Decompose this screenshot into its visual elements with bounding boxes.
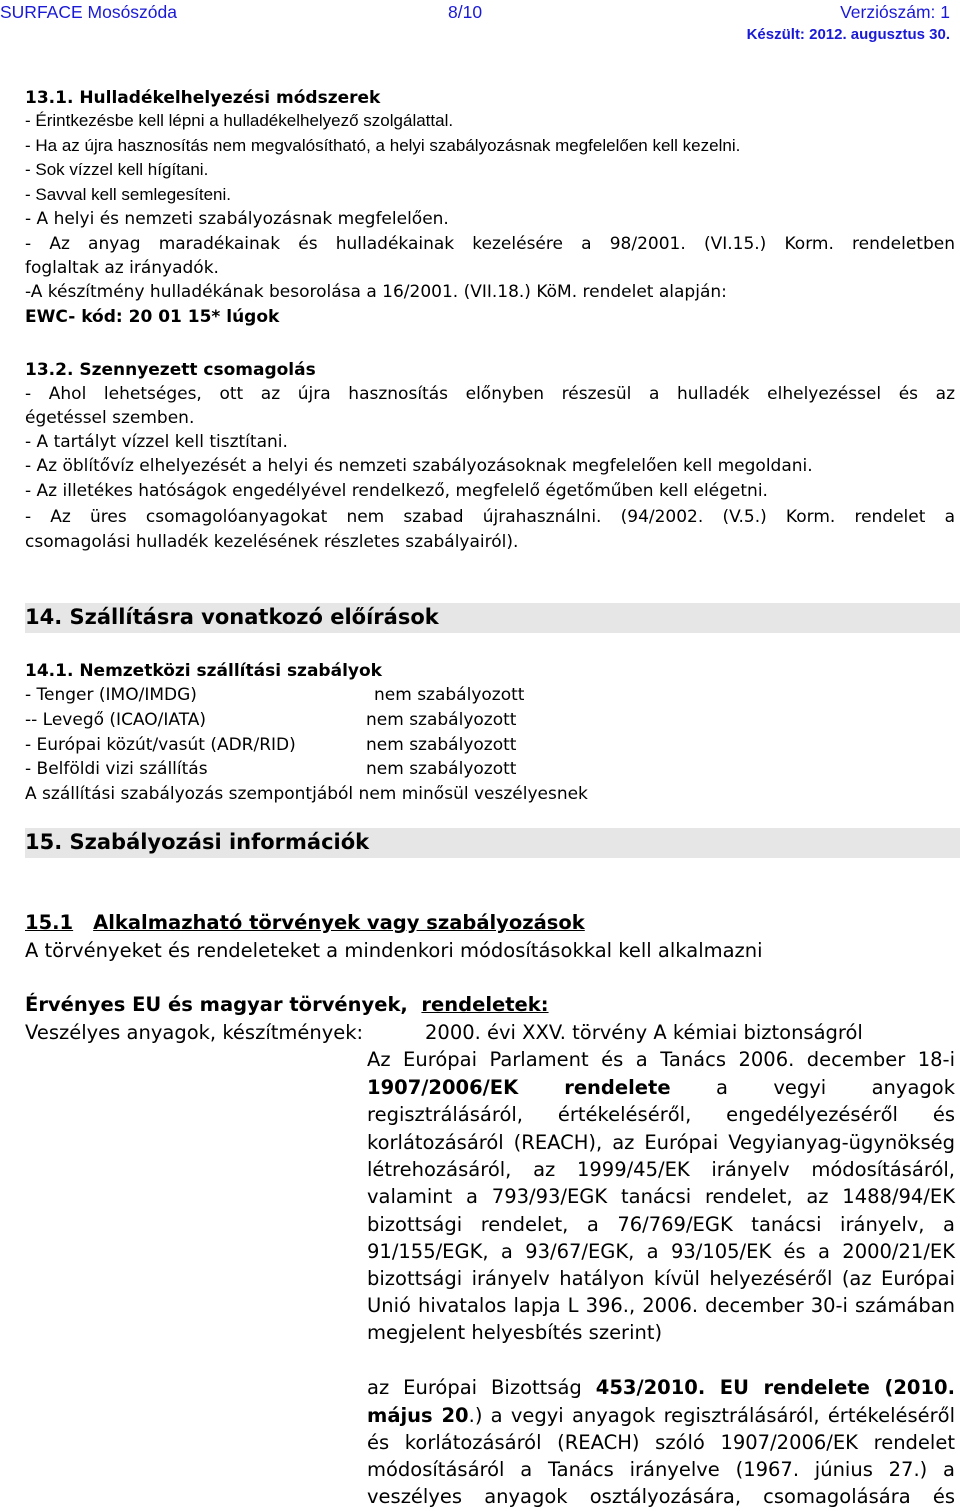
reach-regulation-bold: 1907/2006/EK rendelete — [367, 1076, 671, 1099]
s13-1-line-6b: foglaltak az irányadók. — [25, 258, 219, 278]
s13-2-line-1a: - Ahol lehetséges, ott az újra hasznosítás előnyben részesül a hulladék elhelyezéssel és az — [25, 384, 955, 404]
reach-regulation-after: a vegyi anyagok — [715, 1076, 956, 1099]
reach-line: korlátozásáról (REACH), az Európai Vegyianyag-ügynökség — [367, 1131, 955, 1154]
transport-row-label: -- Levegő (ICAO/IATA) — [25, 710, 207, 730]
created-date: Készült: 2012. augusztus 30. — [746, 26, 950, 43]
commission-line-1 — [367, 1375, 955, 1401]
eu-laws-title-part2: rendeletek: — [421, 993, 549, 1016]
ewc-code: EWC- kód: 20 01 15* lúgok — [25, 307, 280, 327]
commission-after: .) a vegyi anyagok regisztrálásáról, értékeléséről — [468, 1404, 956, 1427]
transport-row-value: nem szabályozott — [374, 685, 525, 705]
section-15-1-title — [25, 910, 585, 936]
s13-1-line-7: -A készítmény hulladékának besorolása a 16/2001. (VII.18.) KöM. rendelet alapján: — [25, 282, 727, 302]
reach-line-last: megjelent helyesbítés szerint) — [367, 1321, 663, 1344]
commission-regulation-bold: 453/2010. EU rendelete (2010. — [595, 1376, 956, 1399]
section-14-title: 14. Szállításra vonatkozó előírások — [25, 605, 439, 629]
s13-1-line-5: - A helyi és nemzeti szabályozásnak megfelelően. — [25, 209, 449, 229]
transport-row-label: - Tenger (IMO/IMDG) — [25, 685, 197, 705]
s13-2-line-5a: - Az üres csomagolóanyagokat nem szabad újrahasználni. (94/2002. (V.5.) Korm. rendelet a — [25, 507, 955, 527]
commission-line-2 — [367, 1403, 955, 1429]
s13-1-line-3: - Sok vízzel kell hígítani. — [25, 160, 209, 179]
reach-line: Unió hivatalos lapja L 396., 2006. december 30-i számában — [367, 1294, 955, 1317]
s13-1-line-2: - Ha az újra hasznosítás nem megvalósítható, a helyi szabályozásnak megfelelően kell kezelni. — [25, 136, 741, 155]
reach-line-2 — [367, 1075, 955, 1101]
section-13-1-title: 13.1. Hulladékelhelyezési módszerek — [25, 88, 381, 108]
transport-row-label: - Belföldi vizi szállítás — [25, 759, 208, 779]
section-15-1-number: 15.1 — [25, 911, 74, 934]
commission-line: módosításáról a Tanács irányelve (1967. június 27.) a — [367, 1458, 955, 1481]
s13-2-line-3: - Az öblítővíz elhelyezését a helyi és nemzeti szabályozásoknak megfelelően kell megoldani. — [25, 456, 813, 476]
transport-row-value: nem szabályozott — [366, 710, 517, 730]
hazardous-label: Veszélyes anyagok, készítmények: — [25, 1021, 364, 1044]
eu-laws-title-part1: Érvényes EU és magyar törvények, — [25, 993, 408, 1016]
s13-1-line-4: - Savval kell semlegesíteni. — [25, 185, 231, 204]
s13-2-line-4: - Az illetékes hatóságok engedélyével rendelkező, megfelelő égetőműben kell elégetni. — [25, 481, 768, 501]
section-14-1-title: 14.1. Nemzetközi szállítási szabályok — [25, 661, 382, 681]
reach-line: bizottsági rendelet, a 76/769/EGK tanácsi irányelv, a — [367, 1213, 955, 1236]
transport-row-value: nem szabályozott — [366, 735, 517, 755]
section-15-1-text: Alkalmazható törvények vagy szabályozások — [93, 911, 585, 934]
transport-summary: A szállítási szabályozás szempontjából nem minősül veszélyesnek — [25, 784, 588, 804]
eu-laws-title — [25, 992, 549, 1018]
reach-line: 91/155/EGK, a 93/67/EGK, a 93/105/EK és a 2000/21/EK — [367, 1240, 955, 1263]
commission-pre: az Európai Bizottság — [367, 1376, 582, 1399]
section-15-title: 15. Szabályozási információk — [25, 830, 370, 854]
commission-line: veszélyes anyagok osztályozására, csomagolására és — [367, 1485, 955, 1508]
page-number: 8/10 — [448, 2, 483, 22]
reach-line: létrehozásáról, az 1999/45/EK irányelv módosításáról, — [367, 1158, 955, 1181]
commission-date-bold: május 20 — [367, 1404, 469, 1427]
s13-2-line-2: - A tartályt vízzel kell tisztítani. — [25, 432, 288, 452]
section-15-intro: A törvényeket és rendeleteket a mindenkori módosításokkal kell alkalmazni — [25, 939, 763, 962]
s13-2-line-1b: égetéssel szemben. — [25, 408, 195, 428]
version-label: Verziószám: 1 — [840, 2, 950, 22]
s13-1-line-1: - Érintkezésbe kell lépni a hulladékelhelyező szolgálattal. — [25, 111, 454, 130]
section-13-2-title: 13.2. Szennyezett csomagolás — [25, 360, 316, 380]
transport-row-value: nem szabályozott — [366, 759, 517, 779]
s13-1-line-6a: - Az anyag maradékainak és hulladékainak kezelésére a 98/2001. (VI.15.) Korm. rendeletben — [25, 234, 955, 254]
reach-line: valamint a 793/93/EGK tanácsi rendelet, az 1488/94/EK — [367, 1185, 955, 1208]
s13-2-line-5b: csomagolási hulladék kezelésének részletes szabályairól). — [25, 532, 519, 552]
transport-row-label: - Európai közút/vasút (ADR/RID) — [25, 735, 296, 755]
law-chemical-safety: 2000. évi XXV. törvény A kémiai biztonságról — [425, 1021, 863, 1044]
commission-line: és korlátozásáról (REACH) szóló 1907/2006/EK rendelet — [367, 1431, 955, 1454]
reach-line: regisztrálásáról, értékeléséről, engedélyezéséről és — [367, 1103, 955, 1126]
reach-line-1: Az Európai Parlament és a Tanács 2006. december 18-i — [367, 1048, 955, 1071]
document-title: SURFACE Mosószóda — [0, 2, 178, 22]
reach-line: bizottsági irányelv hatályon kívül helyezéséről (az Európai — [367, 1267, 955, 1290]
